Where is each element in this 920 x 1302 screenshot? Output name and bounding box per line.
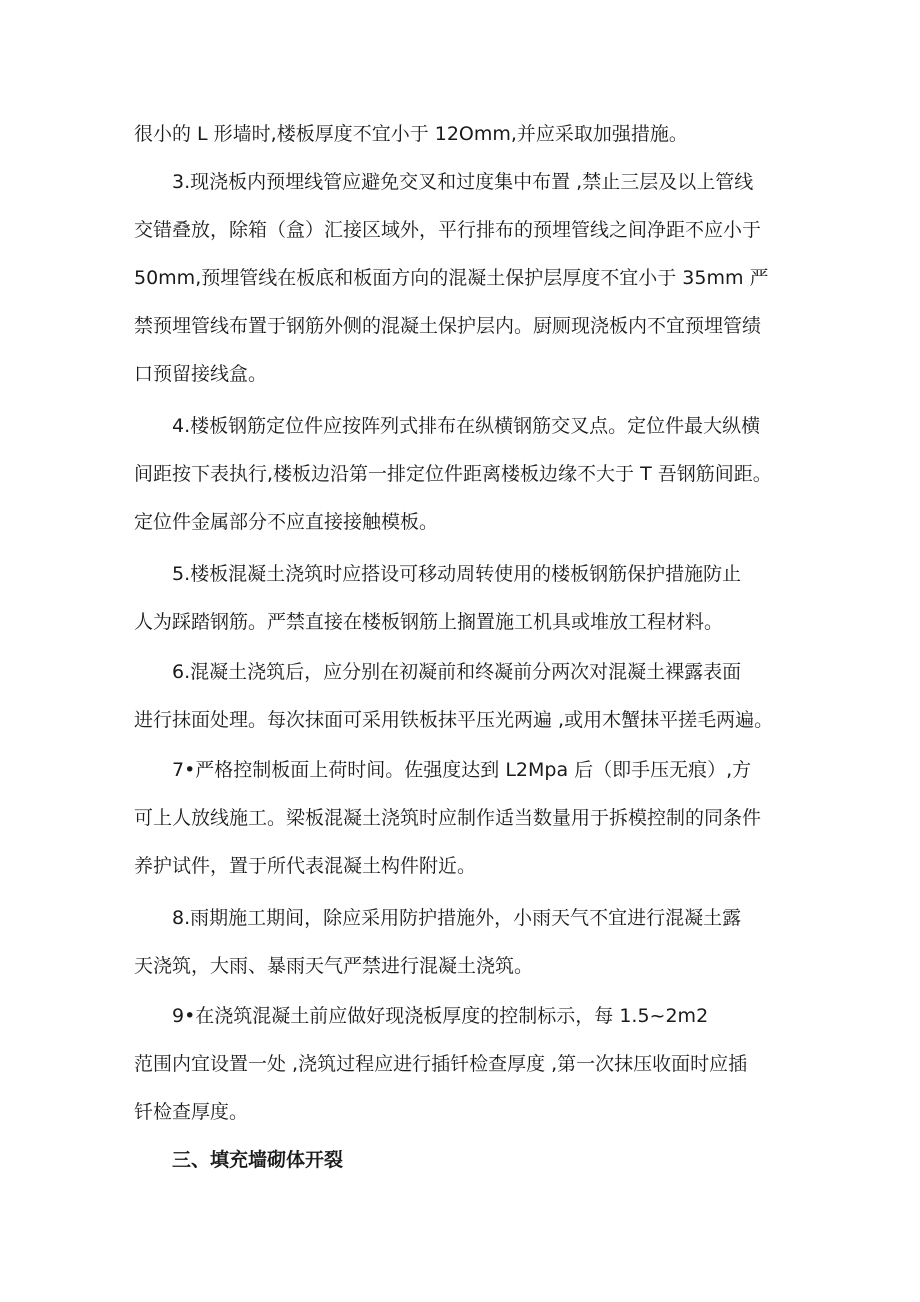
- paragraph-item-6: [134, 648, 794, 744]
- paragraph: [134, 894, 794, 990]
- paragraph: [134, 402, 794, 546]
- text-line: 定位件金属部分不应直接接触模板。: [134, 511, 439, 533]
- paragraph: [134, 648, 794, 744]
- section-heading: 三、填充墙砌体开裂: [172, 1149, 344, 1171]
- paragraph-item-3: [134, 158, 794, 398]
- paragraph: [134, 550, 794, 646]
- text-line: 养护试件，置于所代表混凝土构件附近。: [134, 855, 477, 877]
- text-line: 8.雨期施工期间，除应采用防护措施外，小雨天气不宜进行混凝土露: [172, 907, 742, 929]
- text-line: 人为踩踏钢筋。严禁直接在楼板钢筋上搁置施工机具或堆放工程材料。: [134, 611, 724, 633]
- text-line: 间距按下表执行,楼板边沿第一排定位件距离楼板边缘不大于 T 吾钢筋间距。: [134, 463, 772, 485]
- paragraph-continuation: [134, 110, 794, 158]
- text-line: 5.楼板混凝土浇筑时应搭设可移动周转使用的楼板钢筋保护措施防止: [172, 563, 742, 585]
- text-line: 禁预埋管线布置于钢筋外侧的混凝土保护层内。厨厕现浇板内不宜预埋管绩: [134, 315, 762, 337]
- paragraph-item-7: [134, 746, 794, 890]
- text-line: 9•在浇筑混凝土前应做好现浇板厚度的控制标示，每 1.5~2m2: [172, 1005, 709, 1027]
- paragraph-item-4: [134, 402, 794, 546]
- paragraph-item-9: [134, 992, 794, 1136]
- paragraph: [134, 746, 794, 890]
- text-line: 钎检查厚度。: [134, 1101, 249, 1123]
- paragraph-item-8: [134, 894, 794, 990]
- text-line: 可上人放线施工。梁板混凝土浇筑时应制作适当数量用于拆模控制的同条件: [134, 807, 762, 829]
- text-line: 交错叠放，除箱（盒）汇接区域外，平行排布的预埋管线之间净距不应小于: [134, 219, 762, 241]
- text-line: 口预留接线盒。: [134, 363, 268, 385]
- text-line: 很小的 L 形墙时,楼板厚度不宜小于 12Omm,并应采取加强措施。: [134, 123, 688, 145]
- paragraph: [134, 158, 794, 398]
- text-line: 7•严格控制板面上荷时间。佐强度达到 L2Mpa 后（即手压无痕）,方: [172, 759, 752, 781]
- paragraph: [134, 992, 794, 1136]
- text-line: 3.现浇板内预埋线管应避免交叉和过度集中布置 ,禁止三层及以上管线: [172, 171, 754, 193]
- text-line: 进行抹面处理。每次抹面可采用铁板抹平压光两遍 ,或用木蟹抹平搓毛两遍。: [134, 709, 774, 731]
- text-line: 范围内宜设置一处 ,浇筑过程应进行插钎检查厚度 ,第一次抹压收面时应插: [134, 1053, 748, 1075]
- paragraph-item-5: [134, 550, 794, 646]
- text-line: 50mm,预埋管线在板底和板面方向的混凝土保护层厚度不宜小于 35mm 严: [134, 267, 769, 289]
- paragraph: [134, 110, 794, 158]
- text-line: 4.楼板钢筋定位件应按阵列式排布在纵横钢筋交叉点。定位件最大纵横: [172, 415, 761, 437]
- text-line: 天浇筑，大雨、暴雨天气严禁进行混凝土浇筑。: [134, 955, 534, 977]
- text-line: 6.混凝土浇筑后，应分别在初凝前和终凝前分两次对混凝土裸露表面: [172, 661, 742, 683]
